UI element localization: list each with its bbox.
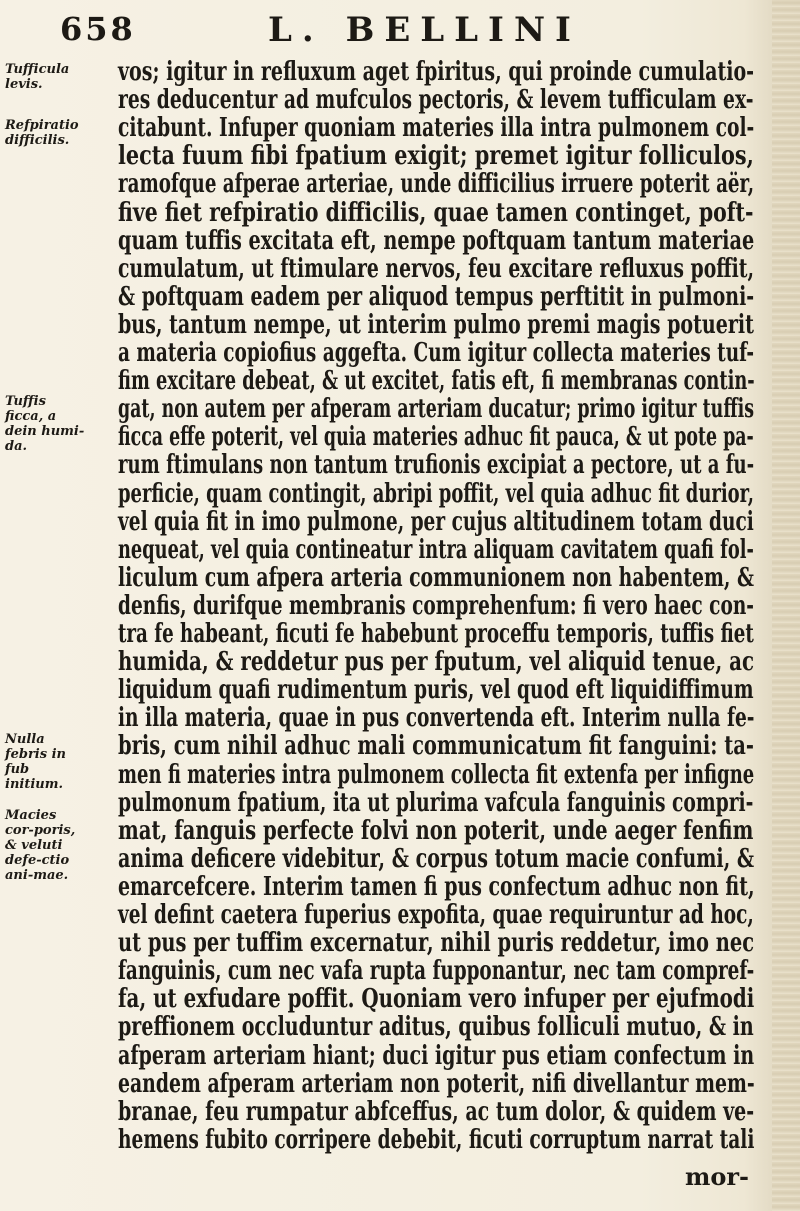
text-line: lecta fuum fibi fpatium exigit; premet igitur folliculos, — [118, 141, 754, 172]
page-header — [60, 10, 760, 50]
text-line: fim excitare debeat, & ut excitet, fatis eft, fi membranas contin- — [118, 366, 755, 397]
text-line: cumulatum, ut ftimulare nervos, feu excitare refluxus poffit, — [118, 253, 755, 284]
text-line: men fi materies intra pulmonem collecta fit extenfa per infigne — [118, 759, 755, 790]
text-line: tra fe habeant, ficuti fe habebunt proceffu temporis, tuffis fiet — [118, 619, 754, 649]
text-line: quam tuffis excitata eft, nempe poftquam tantum materiae — [118, 225, 755, 256]
text-line: gat, non autem per afperam arteriam ducatur; primo igitur tuffis — [118, 394, 754, 425]
text-line: denfis, durifque membranis comprehenfum: fi vero haec con- — [118, 590, 754, 621]
text-line: ramofque afperae arteriae, unde difficilius irruere poterit aër, — [118, 169, 755, 200]
running-head: L. BELLINI — [268, 10, 581, 50]
text-line: rum ftimulans non tantum trufionis excipiat a pectore, ut a fu- — [118, 450, 755, 481]
text-line: vel quia fit in imo pulmone, per cujus altitudinem totam duci — [118, 506, 754, 537]
page-number: 658 — [60, 10, 136, 48]
text-line: bris, cum nihil adhuc mali communicatum fit fanguini: ta- — [118, 731, 754, 762]
text-line: five fiet refpiratio difficilis, quae tamen continget, poft- — [118, 197, 754, 228]
text-line: mat, fanguis perfecte folvi non poterit, unde aeger fenfim — [118, 815, 754, 846]
catchword: mor- — [685, 1162, 750, 1191]
text-line: & poftquam eadem per aliquod tempus perftitit in pulmoni- — [118, 281, 755, 312]
text-line: humida, & reddetur pus per fputum, vel aliquid tenue, ac — [118, 647, 755, 678]
margin-note: Tufficula levis. — [5, 62, 70, 92]
text-line: liquidum quafi rudimentum puris, vel quod eft liquidiffimum — [118, 675, 754, 706]
text-line: a materia copiofius aggefta. Cum igitur collecta materies tuf- — [118, 338, 755, 368]
text-line: citabunt. Infuper quoniam materies illa intra pulmonem col- — [118, 113, 755, 144]
text-line: in illa materia, quae in pus convertenda eft. Interim nulla fe- — [118, 703, 755, 734]
text-line: anima deficere videbitur, & corpus totum macie confumi, & — [118, 843, 755, 874]
text-line: perficie, quam contingit, abripi poffit, vel quia adhuc fit durior, — [118, 478, 755, 509]
text-line: branae, feu rumpatur abfceffus, ac tum dolor, & quidem ve- — [118, 1096, 755, 1127]
text-line: pulmonum fpatium, ita ut plurima vafcula fanguinis compri- — [118, 787, 754, 818]
margin-note: Nulla febris in fub initium. — [5, 732, 66, 792]
text-line: ut pus per tuffim excernatur, nihil puris reddetur, imo nec — [118, 928, 755, 959]
text-line: fanguinis, cum nec vafa rupta fupponantur, nec tam compref- — [118, 956, 755, 987]
text-line: fa, ut exfudare poffit. Quoniam vero infuper per ejufmodi — [118, 984, 755, 1015]
text-line: bus, tantum nempe, ut interim pulmo premi magis potuerit — [118, 309, 754, 340]
text-line: afperam arteriam hiant; duci igitur pus etiam confectum in — [118, 1040, 755, 1071]
margin-note: Tuffis ficca, a dein humi-da. — [5, 394, 85, 454]
text-line: nequeat, vel quia contineatur intra aliquam cavitatem quafi fol- — [118, 534, 754, 565]
margin-note: Macies cor-poris, & veluti defe-ctio ani-mae. — [5, 808, 76, 883]
text-line: ficca effe poterit, vel quia materies adhuc fit pauca, & ut pote pa- — [118, 422, 754, 453]
text-line: emarcefcere. Interim tamen fi pus confectum adhuc non fit, — [118, 871, 755, 902]
page-edge — [772, 0, 800, 1211]
text-line: liculum cum afpera arteria communionem non habentem, & — [118, 562, 755, 593]
text-line: hemens fubito corripere debebit, ficuti corruptum narrat tali — [118, 1124, 755, 1155]
text-line: vel defint caetera fuperius expofita, quae requiruntur ad hoc, — [118, 900, 754, 930]
text-line: vos; igitur in refluxum aget fpiritus, qui proinde cumulatio- — [118, 57, 755, 87]
text-line: preffionem occluduntur aditus, quibus folliculi mutuo, & in — [118, 1012, 754, 1043]
text-line: eandem afperam arteriam non poterit, nifi divellantur mem- — [118, 1068, 755, 1099]
text-line: res deducentur ad mufculos pectoris, & levem tufficulam ex- — [118, 85, 754, 116]
margin-note: Refpiratio difficilis. — [5, 118, 79, 148]
